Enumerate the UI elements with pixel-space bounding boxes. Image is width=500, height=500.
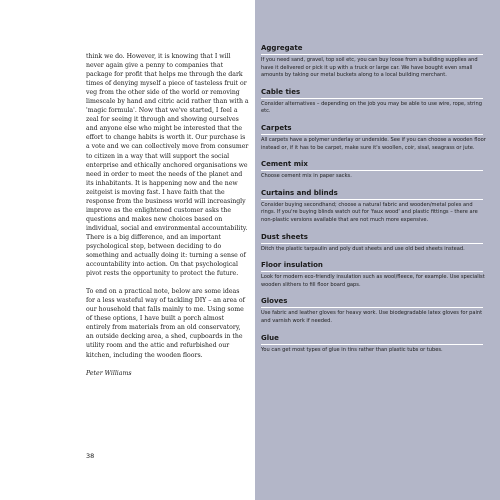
entry-title: Cable ties <box>261 87 301 96</box>
entry-divider <box>261 271 483 272</box>
entry-divider <box>261 170 483 171</box>
entry-body: Choose cement mix in paper sacks. <box>261 173 352 180</box>
entry-divider <box>261 344 483 345</box>
entry-body: Consider buying secondhand; choose a natural fabric and wooden/metal poles and rings. If you're buying blinds watch out for 'faux wood' and plastic fittings – there are non-plastic versions available that are not much more expensive. <box>261 201 478 223</box>
sidebar-entry-dust-sheets <box>261 233 487 254</box>
article-paragraph: To end on a practical note, below are some ideas for a less wasteful way of tackling DIY – an area of our household that falls mainly to me. Using some of these options, I have built a porch almost entirely from materials from an old conservatory, an outside decking area, a shed, cupboards in the utility room and the attic and refurbished our kitchen, including the wooden floors. <box>86 288 245 359</box>
diy-tips-sidebar <box>255 0 500 500</box>
sidebar-entry-glue <box>261 334 487 355</box>
entry-body: Use fabric and leather gloves for heavy work. Use biodegradable latex gloves for paint and varnish work if needed. <box>261 310 483 324</box>
entry-divider <box>261 199 483 200</box>
article-column <box>86 52 250 387</box>
sidebar-entry-floor-insulation <box>261 261 487 289</box>
sidebar-entry-gloves <box>261 297 487 325</box>
sidebar-entry-curtains-and-blinds <box>261 189 487 225</box>
entry-title: Aggregate <box>261 44 303 52</box>
entry-divider <box>261 54 483 55</box>
entry-title: Glue <box>261 333 279 342</box>
author-signature: Peter Williams <box>86 369 132 377</box>
entry-title: Gloves <box>261 297 288 306</box>
entry-title: Cement mix <box>261 160 308 169</box>
sidebar-entry-cement-mix <box>261 160 487 181</box>
entry-title: Floor insulation <box>261 261 323 270</box>
entry-body: Ditch the plastic tarpaulin and poly dust sheets and use old bed sheets instead. <box>261 245 465 252</box>
entry-title: Curtains and blinds <box>261 188 338 197</box>
entry-body: All carpets have a polymer underlay or underside. See if you can choose a wooden floor instead or, if it has to be carpet, make sure it's woollen, coir, sisal, seagrass or jute. <box>261 136 486 151</box>
entry-divider <box>261 243 483 244</box>
entry-divider <box>261 307 483 308</box>
entry-body: Look for modern eco-friendly insulation such as wool/fleece, for example. Use specialist wooden slithers to fill floor board gaps. <box>261 274 485 288</box>
article-paragraph: think we do. However, it is knowing that I will never again give a penny to companies that package for profit that helps me through the dark times of denying myself a piece of tasteless fruit or veg from the other side of the world or removing limescale by hand and citric acid rather than with a 'magic formula'. Now that we've started, I feel a zeal for seeing it through and showing ourselves and anyone else who might be interested that the effort to change habits is worth it. Our purchase is a vote and we can collectively move from consumer to citizen in a way that will support the social enterprise and ethically anchored organisations we need in order to meet the needs of the planet and its inhabitants. It is happening now and the new zeitgeist is moving fast. I have faith that the response from the business world will increasingly improve as the enlightened customer asks the questions and makes new choices based on individual, social and environmental accountability. There is a big difference, and an important psychological step, between deciding to do something and actually doing it: turning a sense of accountability into action. On that psychological pivot rests the opportunity to protect the future. <box>86 53 249 278</box>
sidebar-entry-cable-ties <box>261 88 487 116</box>
sidebar-content <box>261 44 487 362</box>
entry-divider <box>261 134 483 135</box>
entry-body: If you need sand, gravel, top soil etc, you can buy loose from a building supplies and have it delivered or pick it up with a truck or large car. We have bought even small amounts by taking our metal buckets along to a local building merchant. <box>261 57 478 79</box>
entry-title: Carpets <box>261 123 292 132</box>
entry-body: Consider alternatives – depending on the job you may be able to use wire, rope, string etc. <box>261 100 482 115</box>
entry-title: Dust sheets <box>261 232 308 241</box>
page-number: 38 <box>86 452 95 460</box>
entry-divider <box>261 98 483 99</box>
sidebar-entry-carpets <box>261 124 487 152</box>
entry-body: You can get most types of glue in tins rather than plastic tubs or tubes. <box>261 346 443 353</box>
sidebar-entry-aggregate <box>261 44 487 80</box>
